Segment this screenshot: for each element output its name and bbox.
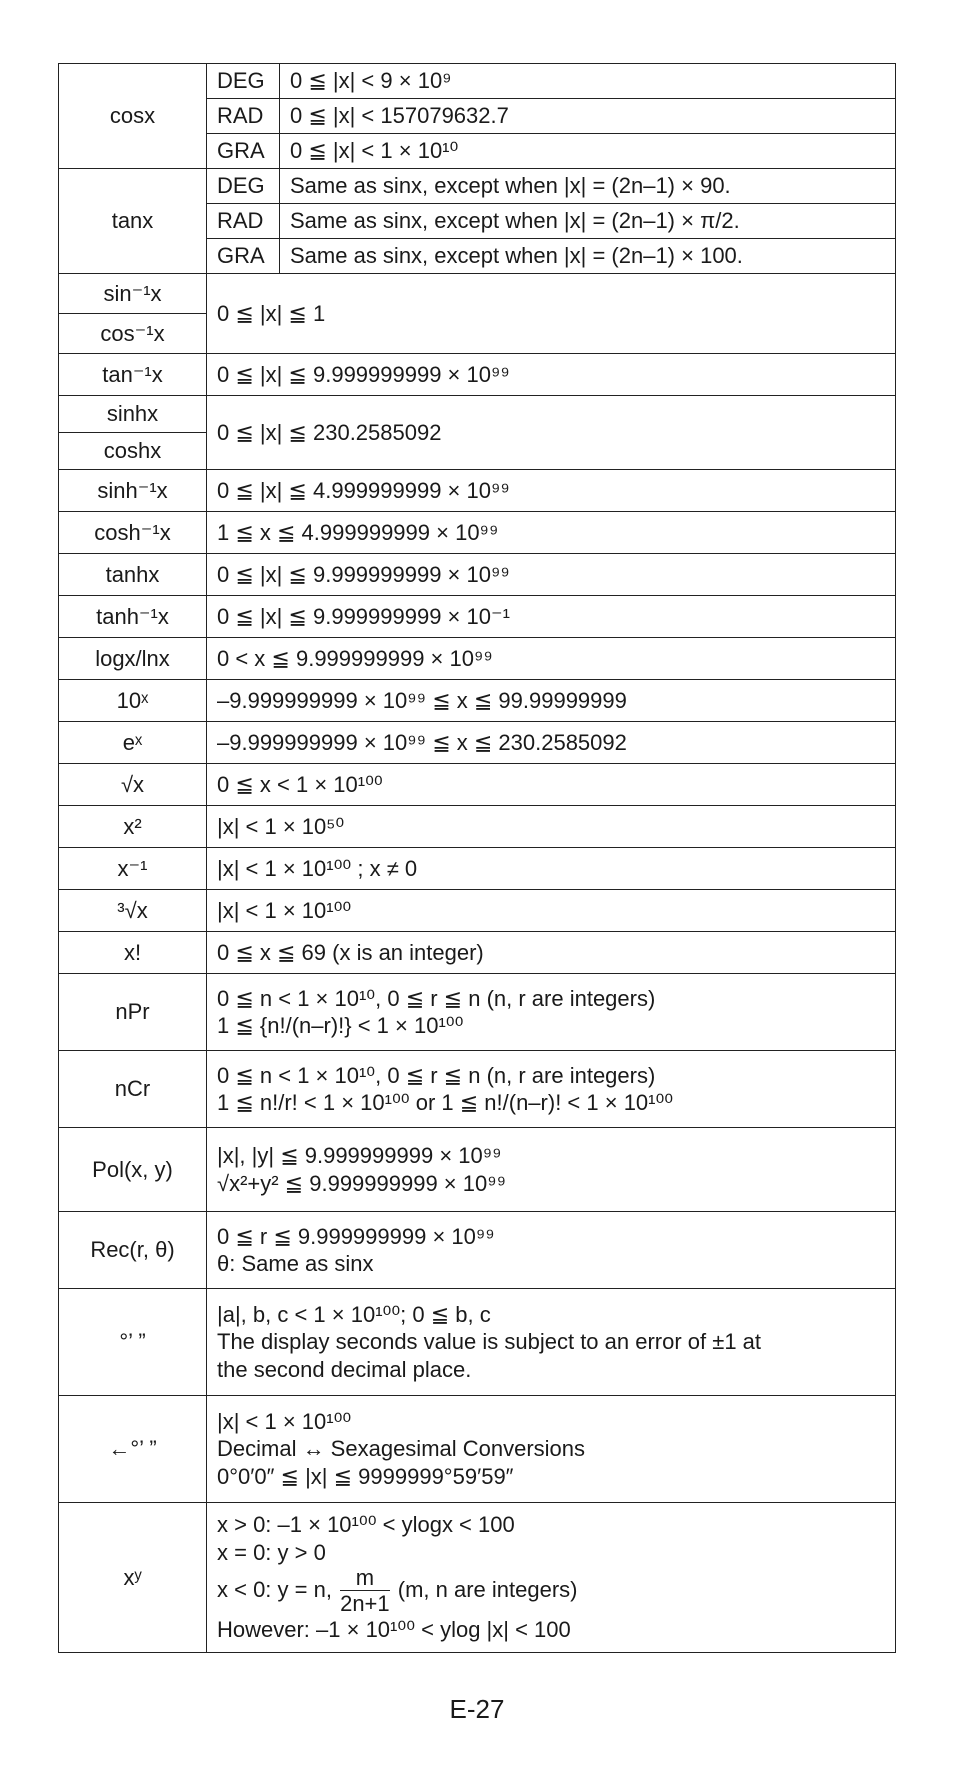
- fn-power: xʸ: [59, 1503, 207, 1653]
- range-tan-gra: Same as sinx, except when |x| = (2n–1) × 100.: [280, 239, 896, 274]
- mode-gra: GRA: [207, 134, 280, 169]
- range-dms: [207, 1289, 896, 1396]
- page-number: E-27: [449, 1694, 505, 1724]
- range-pol: [207, 1128, 896, 1212]
- range-line: However: –1 × 10¹⁰⁰ < ylog |x| < 100: [217, 1617, 571, 1643]
- input-range-table: [58, 63, 896, 1653]
- range-line: Decimal ↔ Sexagesimal Conversions: [217, 1436, 586, 1462]
- fn-cos: cosx: [59, 64, 207, 169]
- range-line: 0 ≦ n < 1 × 10¹⁰, 0 ≦ r ≦ n (n, r are integers): [217, 1062, 656, 1088]
- fn-acos: cos⁻¹x: [59, 314, 207, 354]
- mode-deg: DEG: [207, 64, 280, 99]
- range-asin-acos: 0 ≦ |x| ≦ 1: [207, 274, 896, 354]
- range-acosh: 1 ≦ x ≦ 4.999999999 × 10⁹⁹: [207, 512, 896, 554]
- fn-tanh: tanhx: [59, 554, 207, 596]
- range-ten-power-x: –9.999999999 × 10⁹⁹ ≦ x ≦ 99.99999999: [207, 680, 896, 722]
- range-cos-rad: 0 ≦ |x| < 157079632.7: [280, 99, 896, 134]
- range-line: θ: Same as sinx: [217, 1251, 374, 1276]
- fn-acosh: cosh⁻¹x: [59, 512, 207, 554]
- range-line: 0 ≦ n < 1 × 10¹⁰, 0 ≦ r ≦ n (n, r are integers): [217, 985, 656, 1011]
- fn-cube-root: ³√x: [59, 890, 207, 932]
- fn-dms: °’ ”: [59, 1289, 207, 1396]
- range-cube-root: |x| < 1 × 10¹⁰⁰: [207, 890, 896, 932]
- fn-ten-power-x: 10ˣ: [59, 680, 207, 722]
- fn-rec: Rec(r, θ): [59, 1212, 207, 1289]
- fn-square: x²: [59, 806, 207, 848]
- fn-atan: tan⁻¹x: [59, 354, 207, 396]
- range-atanh: 0 ≦ |x| ≦ 9.999999999 × 10⁻¹: [207, 596, 896, 638]
- range-line: 1 ≦ {n!/(n–r)!} < 1 × 10¹⁰⁰: [217, 1013, 464, 1038]
- range-line: The display seconds value is subject to an error of ±1 at: [217, 1329, 762, 1355]
- mode-rad: RAD: [207, 204, 280, 239]
- range-npr: [207, 974, 896, 1051]
- range-square: |x| < 1 × 10⁵⁰: [207, 806, 896, 848]
- fn-atanh: tanh⁻¹x: [59, 596, 207, 638]
- fraction: [340, 1566, 390, 1616]
- range-log: 0 < x ≦ 9.999999999 × 10⁹⁹: [207, 638, 896, 680]
- range-line: |x|, |y| ≦ 9.999999999 × 10⁹⁹: [217, 1143, 502, 1168]
- range-reciprocal: |x| < 1 × 10¹⁰⁰ ; x ≠ 0: [207, 848, 896, 890]
- fn-reciprocal: x⁻¹: [59, 848, 207, 890]
- range-line: x = 0: y > 0: [217, 1539, 326, 1565]
- range-text: x < 0: y = n,: [217, 1577, 339, 1603]
- fn-e-power-x: eˣ: [59, 722, 207, 764]
- fn-asinh: sinh⁻¹x: [59, 470, 207, 512]
- mode-deg: DEG: [207, 169, 280, 204]
- range-factorial: 0 ≦ x ≦ 69 (x is an integer): [207, 932, 896, 974]
- range-asinh: 0 ≦ |x| ≦ 4.999999999 × 10⁹⁹: [207, 470, 896, 512]
- range-tan-rad: Same as sinx, except when |x| = (2n–1) × π/2.: [280, 204, 896, 239]
- range-line: 1 ≦ n!/r! < 1 × 10¹⁰⁰ or 1 ≦ n!/(n–r)! < 1 × 10¹⁰⁰: [217, 1090, 674, 1115]
- fn-npr: nPr: [59, 974, 207, 1051]
- mode-gra: GRA: [207, 239, 280, 274]
- range-tanh: 0 ≦ |x| ≦ 9.999999999 × 10⁹⁹: [207, 554, 896, 596]
- range-tan-deg: Same as sinx, except when |x| = (2n–1) × 90.: [280, 169, 896, 204]
- fraction-numerator: m: [340, 1566, 390, 1591]
- fraction-denominator: 2n+1: [340, 1591, 390, 1617]
- fn-dms-reverse: ←°’ ”: [59, 1396, 207, 1503]
- range-rec: [207, 1212, 896, 1289]
- range-ncr: [207, 1051, 896, 1128]
- fn-log: logx/lnx: [59, 638, 207, 680]
- range-line-fraction: [217, 1566, 885, 1616]
- range-line: 0°0′0″ ≦ |x| ≦ 9999999°59′59″: [217, 1463, 514, 1489]
- fn-cosh: coshx: [59, 433, 207, 470]
- fn-sinh: sinhx: [59, 396, 207, 433]
- range-cos-gra: 0 ≦ |x| < 1 × 10¹⁰: [280, 134, 896, 169]
- range-text: (m, n are integers): [391, 1577, 578, 1603]
- range-atan: 0 ≦ |x| ≦ 9.999999999 × 10⁹⁹: [207, 354, 896, 396]
- range-sinh-cosh: 0 ≦ |x| ≦ 230.2585092: [207, 396, 896, 470]
- fn-sqrt: √x: [59, 764, 207, 806]
- range-line: x > 0: –1 × 10¹⁰⁰ < ylogx < 100: [217, 1512, 515, 1537]
- range-sqrt: 0 ≦ x < 1 × 10¹⁰⁰: [207, 764, 896, 806]
- mode-rad: RAD: [207, 99, 280, 134]
- range-line: |a|, b, c < 1 × 10¹⁰⁰; 0 ≦ b, c: [217, 1301, 491, 1327]
- range-e-power-x: –9.999999999 × 10⁹⁹ ≦ x ≦ 230.2585092: [207, 722, 896, 764]
- range-power: [207, 1503, 896, 1653]
- fn-factorial: x!: [59, 932, 207, 974]
- range-cos-deg: 0 ≦ |x| < 9 × 10⁹: [280, 64, 896, 99]
- range-line: 0 ≦ r ≦ 9.999999999 × 10⁹⁹: [217, 1223, 495, 1249]
- range-line: the second decimal place.: [217, 1356, 472, 1382]
- fn-ncr: nCr: [59, 1051, 207, 1128]
- range-line: √x²+y² ≦ 9.999999999 × 10⁹⁹: [217, 1170, 507, 1196]
- range-line: |x| < 1 × 10¹⁰⁰: [217, 1408, 352, 1434]
- range-dms-reverse: [207, 1396, 896, 1503]
- fn-pol: Pol(x, y): [59, 1128, 207, 1212]
- fn-tan: tanx: [59, 169, 207, 274]
- fn-asin: sin⁻¹x: [59, 274, 207, 314]
